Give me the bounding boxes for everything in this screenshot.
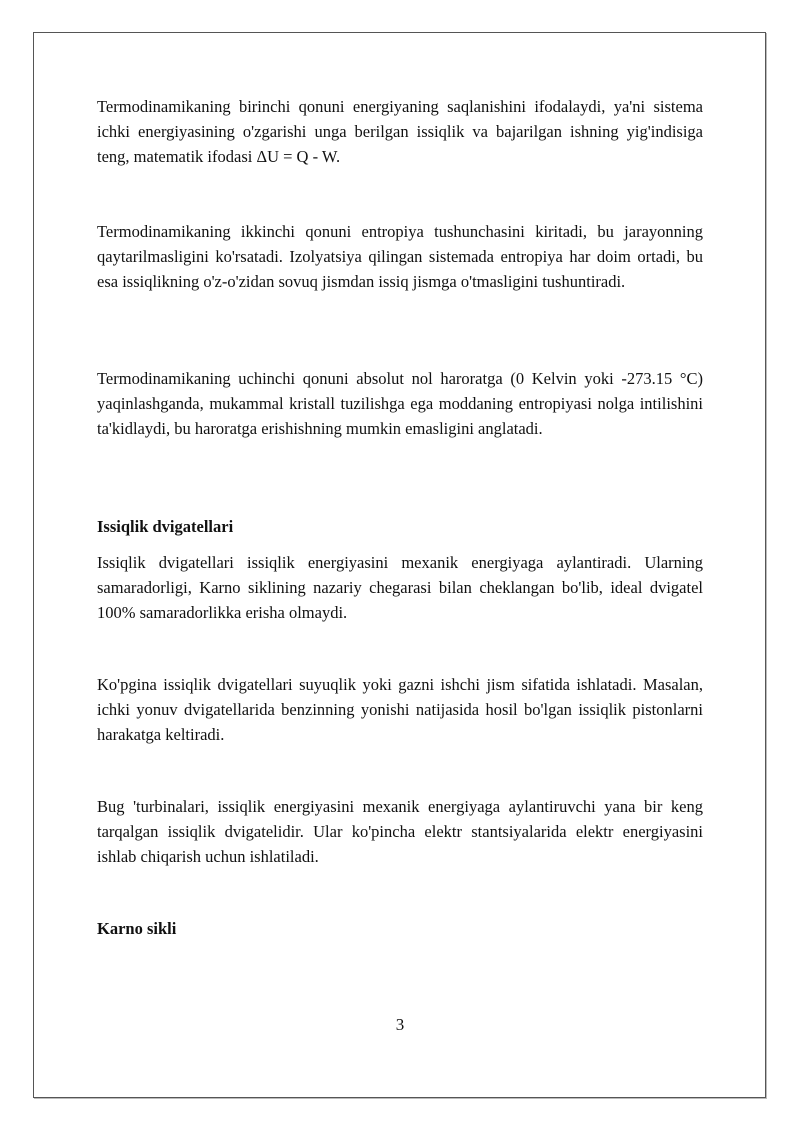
paragraph-heat-engines-intro: Issiqlik dvigatellari issiqlik energiyasini mexanik energiyaga aylantiradi. Ularning samaradorligi, Karno siklining nazariy chegarasi bilan cheklangan bo'lib, ideal dvigatel 100% samaradorlikka erisha olmaydi. xyxy=(97,553,703,622)
page-number: 3 xyxy=(395,1015,405,1034)
section-heading-heat-engines: Issiqlik dvigatellari xyxy=(97,517,234,536)
paragraph-second-law: Termodinamikaning ikkinchi qonuni entropiya tushunchasini kiritadi, bu jarayonning qaytarilmasligini ko'rsatadi. Izolyatsiya qilingan sistemada entropiya har doim ortadi, bu esa issiqlikning o'z-o'zidan sovuq jismdan issiq jismga o'tmasligini tushuntiradi. xyxy=(97,222,703,291)
paragraph-working-fluid: Ko'pgina issiqlik dvigatellari suyuqlik yoki gazni ishchi jism sifatida ishlatadi. Masalan, ichki yonuv dvigatellarida benzinning yonishi natijasida hosil bo'lgan issiqlik pistonlarni harakatga keltiradi. xyxy=(97,675,703,744)
paragraph-first-law: Termodinamikaning birinchi qonuni energiyaning saqlanishini ifodalaydi, ya'ni sistema ichki energiyasining o'zgarishi unga berilgan issiqlik va bajarilgan ishning yig'indisiga teng, matematik ifodasi ΔU = Q - W. xyxy=(97,97,703,166)
paragraph-third-law: Termodinamikaning uchinchi qonuni absolut nol haroratga (0 Kelvin yoki -273.15 °C) yaqinlashganda, mukammal kristall tuzilishga ega moddaning entropiyasi nolga intilishini ta'kidlaydi, bu haroratga erishishning mumkin emasligini anglatadi. xyxy=(97,369,703,438)
section-heading-carnot-cycle: Karno sikli xyxy=(97,919,177,938)
paragraph-steam-turbines: Bug 'turbinalari, issiqlik energiyasini mexanik energiyaga aylantiruvchi yana bir keng tarqalgan issiqlik dvigatelidir. Ular ko'pincha elektr stantsiyalarida elektr energiyasini ishlab chiqarish uchun ishlatiladi. xyxy=(97,797,703,866)
